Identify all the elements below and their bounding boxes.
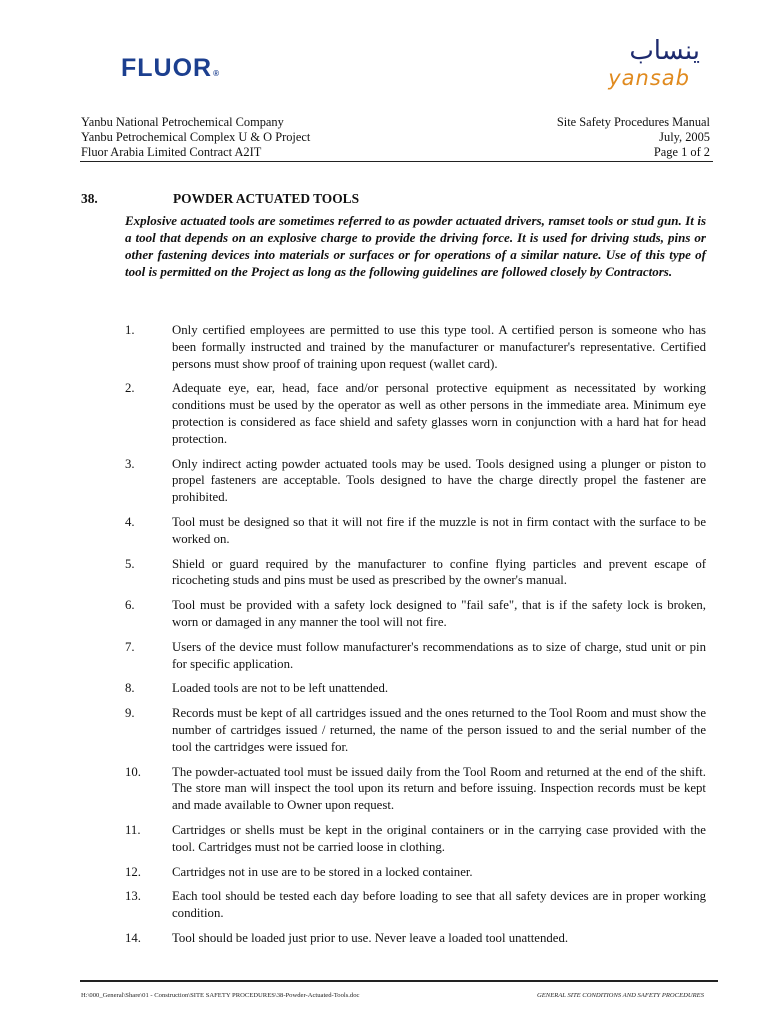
list-item-text: Tool must be provided with a safety lock designed to "fail safe", that is if the safety lock is broken, worn or damaged in any manner the tool will not fire.: [172, 598, 706, 629]
list-item: [125, 597, 706, 631]
registered-mark: ®: [213, 69, 221, 78]
fluor-logo: [121, 54, 220, 83]
footer-file-path: H:\000_General\Share\01 - Construction\SITE SAFETY PROCEDURES\38-Powder-Actuated-Tools.doc: [81, 992, 360, 999]
list-item: [125, 639, 706, 673]
list-item: [125, 322, 706, 372]
list-item: [125, 930, 706, 947]
list-item-text: Loaded tools are not to be left unattended.: [172, 681, 389, 696]
list-item-number: 5.: [125, 556, 135, 571]
list-item-text: Cartridges or shells must be kept in the original containers or in the carrying case provided with the tool. Cartridges must not be carried loose in clothing.: [172, 822, 706, 854]
footer-document-title: GENERAL SITE CONDITIONS AND SAFETY PROCEDURES: [537, 992, 704, 999]
list-item: [125, 764, 706, 814]
header-left: [81, 115, 310, 160]
list-item: [125, 680, 706, 697]
list-item-text: Adequate eye, ear, head, face and/or personal protective equipment as necessitated by working conditions must be used by the operator as well as other persons in the immediate area. Minimum eye protection is considered as face shield and safety glasses worn in conjunction with a hard hat for head protection.: [172, 381, 706, 446]
list-item-text: Tool should be loaded just prior to use. Never leave a loaded tool unattended.: [172, 930, 569, 945]
list-item-text: Only indirect acting powder actuated tools may be used. Tools designed using a plunger or piston to propel fasteners are acceptable. Tools designed to have the charge directly propel the fastener are prohibited.: [172, 456, 706, 505]
list-item-text: Shield or guard required by the manufacturer to confine flying particles and prevent escape of ricocheting studs and pins must be used as prescribed by the owner's manual.: [172, 556, 706, 588]
list-item: [125, 888, 706, 922]
list-item-text: Only certified employees are permitted to use this type tool. A certified person is someone who has been formally instructed and trained by the manufacturer or manufacturer's representative. Certified persons must show proof of training upon request (wallet card).: [172, 323, 706, 371]
header-divider: [80, 161, 713, 162]
section-number: 38.: [81, 191, 98, 206]
list-item-number: 14.: [125, 930, 141, 945]
list-item: [125, 556, 706, 590]
list-item-text: Each tool should be tested each day before loading to see that all safety devices are in proper working condition.: [172, 889, 706, 921]
list-item-number: 12.: [125, 864, 141, 879]
company-name: Yanbu National Petrochemical Company: [81, 115, 284, 129]
list-item: [125, 705, 706, 755]
list-item-number: 9.: [125, 706, 135, 721]
yansab-logo-latin: yansab: [608, 66, 690, 90]
list-item-number: 8.: [125, 681, 135, 696]
list-item: [125, 864, 706, 881]
fluor-logo-text: FLUOR: [121, 54, 213, 82]
list-item-number: 10.: [125, 764, 141, 779]
section-title: [81, 191, 359, 207]
page-number: Page 1 of 2: [653, 145, 710, 159]
list-item-number: 2.: [125, 381, 135, 396]
document-date: July, 2005: [659, 130, 710, 144]
list-item-number: 6.: [125, 598, 135, 613]
list-item-number: 4.: [125, 514, 135, 529]
list-item-text: The powder-actuated tool must be issued daily from the Tool Room and returned at the end of the shift. The store man will inspect the tool upon its return and before issuing. Inspection records must be kept and made available to Owner upon request.: [172, 764, 706, 813]
list-item-text: Users of the device must follow manufacturer's recommendations as to size of charge, stud unit or pin for specific application.: [172, 639, 706, 671]
list-item-number: 13.: [125, 889, 141, 904]
section-heading: POWDER ACTUATED TOOLS: [173, 191, 360, 206]
intro-paragraph: Explosive actuated tools are sometimes referred to as powder actuated drivers, ramset tools or stud gun. It is a tool that depends on an explosive charge to provide the driving force. It is used for driving studs, pins or other fastening devices into materials or surfaces or for operations of a similar nature. Use of this type of tool is permitted on the Project as long as the following guidelines are followed closely by Contractors.: [125, 213, 706, 279]
yansab-logo: [560, 36, 700, 106]
manual-title: Site Safety Procedures Manual: [556, 115, 710, 129]
contract-name: Fluor Arabia Limited Contract A2IT: [81, 145, 262, 159]
list-item-text: Cartridges not in use are to be stored in a locked container.: [172, 864, 473, 879]
header-right: [557, 115, 710, 160]
list-item: [125, 514, 706, 548]
guideline-list: [125, 322, 706, 955]
list-item: [125, 456, 706, 506]
yansab-logo-arabic: ينساب: [629, 36, 700, 66]
list-item-text: Tool must be designed so that it will not fire if the muzzle is not in firm contact with the surface to be worked on.: [172, 514, 706, 546]
list-item-text: Records must be kept of all cartridges issued and the ones returned to the Tool Room and must show the number of cartridges issued / returned, the name of the person issued to and the serial number of the tool the cartridges were issued for.: [172, 706, 706, 754]
list-item-number: 11.: [125, 822, 141, 837]
footer-divider: [80, 980, 718, 982]
list-item-number: 1.: [125, 323, 135, 337]
list-item-number: 7.: [125, 639, 135, 654]
list-item: [125, 380, 706, 447]
list-item-number: 3.: [125, 456, 135, 471]
project-name: Yanbu Petrochemical Complex U & O Project: [81, 130, 311, 144]
list-item: [125, 822, 706, 856]
